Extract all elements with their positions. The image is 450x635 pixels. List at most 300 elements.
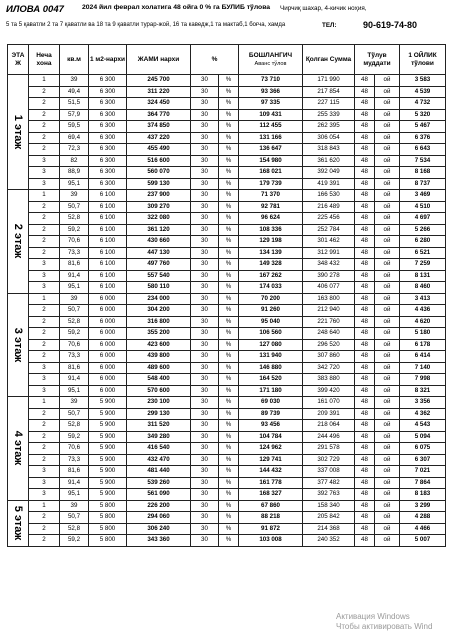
table-row (8, 167, 446, 179)
cell-monthly: 8 131 (400, 270, 446, 282)
cell-pct-sign: % (219, 201, 239, 213)
cell-price-m2: 6 100 (89, 224, 127, 236)
cell-rooms: 2 (29, 535, 60, 547)
cell-total: 430 660 (127, 236, 191, 248)
cell-monthly: 6 178 (400, 339, 446, 351)
cell-down: 97 335 (239, 98, 303, 110)
cell-remaining: 392 049 (303, 167, 355, 179)
cell-price-m2: 6 100 (89, 247, 127, 259)
cell-down: 108 336 (239, 224, 303, 236)
col-area: кв.м (60, 45, 89, 75)
cell-term: 48 (355, 282, 375, 294)
cell-down: 129 741 (239, 454, 303, 466)
table-row (8, 431, 446, 443)
cell-remaining: 217 854 (303, 86, 355, 98)
cell-rooms: 2 (29, 443, 60, 455)
cell-remaining: 225 456 (303, 213, 355, 225)
cell-unit: ой (375, 535, 400, 547)
cell-remaining: 301 462 (303, 236, 355, 248)
cell-pct: 30 (191, 282, 219, 294)
cell-monthly: 8 168 (400, 167, 446, 179)
table-row (8, 466, 446, 478)
cell-area: 39 (60, 190, 89, 202)
cell-monthly: 8 321 (400, 385, 446, 397)
cell-term: 48 (355, 121, 375, 133)
cell-area: 52,8 (60, 420, 89, 432)
cell-down: 124 962 (239, 443, 303, 455)
floor-label: 4 этаж (12, 431, 24, 466)
cell-area: 59,2 (60, 328, 89, 340)
cell-total: 299 130 (127, 408, 191, 420)
cell-rooms: 2 (29, 236, 60, 248)
table-row (8, 443, 446, 455)
cell-pct: 30 (191, 167, 219, 179)
cell-monthly: 4 732 (400, 98, 446, 110)
cell-pct-sign: % (219, 282, 239, 294)
cell-down: 127 080 (239, 339, 303, 351)
cell-term: 48 (355, 431, 375, 443)
cell-down: 93 366 (239, 86, 303, 98)
cell-unit: ой (375, 86, 400, 98)
cell-total: 374 850 (127, 121, 191, 133)
cell-remaining: 348 432 (303, 259, 355, 271)
cell-price-m2: 6 000 (89, 293, 127, 305)
cell-remaining: 361 620 (303, 155, 355, 167)
cell-term: 48 (355, 190, 375, 202)
cell-pct: 30 (191, 523, 219, 535)
cell-term: 48 (355, 408, 375, 420)
cell-monthly: 5 266 (400, 224, 446, 236)
cell-rooms: 2 (29, 121, 60, 133)
cell-total: 230 100 (127, 397, 191, 409)
cell-monthly: 6 643 (400, 144, 446, 156)
cell-pct-sign: % (219, 420, 239, 432)
cell-unit: ой (375, 305, 400, 317)
cell-rooms: 3 (29, 489, 60, 501)
table-row (8, 339, 446, 351)
table-row (8, 293, 446, 305)
cell-pct: 30 (191, 351, 219, 363)
cell-down: 109 431 (239, 109, 303, 121)
cell-total: 432 470 (127, 454, 191, 466)
cell-pct-sign: % (219, 167, 239, 179)
cell-total: 349 280 (127, 431, 191, 443)
cell-term: 48 (355, 144, 375, 156)
cell-term: 48 (355, 132, 375, 144)
cell-remaining: 377 482 (303, 477, 355, 489)
cell-term: 48 (355, 224, 375, 236)
cell-area: 52,8 (60, 213, 89, 225)
cell-pct-sign: % (219, 454, 239, 466)
cell-monthly: 3 299 (400, 500, 446, 512)
cell-total: 324 450 (127, 98, 191, 110)
cell-term: 48 (355, 167, 375, 179)
cell-unit: ой (375, 374, 400, 386)
cell-monthly: 7 998 (400, 374, 446, 386)
cell-total: 580 110 (127, 282, 191, 294)
cell-pct-sign: % (219, 109, 239, 121)
table-row (8, 374, 446, 386)
cell-pct: 30 (191, 132, 219, 144)
table-row (8, 98, 446, 110)
cell-rooms: 2 (29, 523, 60, 535)
cell-rooms: 3 (29, 385, 60, 397)
cell-unit: ой (375, 523, 400, 535)
cell-price-m2: 6 300 (89, 75, 127, 87)
cell-monthly: 8 183 (400, 489, 446, 501)
cell-price-m2: 5 800 (89, 500, 127, 512)
cell-remaining: 307 860 (303, 351, 355, 363)
table-row (8, 328, 446, 340)
col-floor: ЭТА Ж (8, 45, 29, 75)
cell-down: 154 980 (239, 155, 303, 167)
cell-price-m2: 6 300 (89, 132, 127, 144)
cell-monthly: 6 075 (400, 443, 446, 455)
cell-term: 48 (355, 500, 375, 512)
cell-pct-sign: % (219, 247, 239, 259)
cell-monthly: 7 864 (400, 477, 446, 489)
cell-total: 557 540 (127, 270, 191, 282)
col-total-price: ЖАМИ нархи (127, 45, 191, 75)
cell-price-m2: 6 100 (89, 201, 127, 213)
cell-monthly: 4 466 (400, 523, 446, 535)
cell-term: 48 (355, 385, 375, 397)
appendix-title: ИЛОВА 0047 (6, 4, 64, 15)
cell-pct-sign: % (219, 328, 239, 340)
cell-term: 48 (355, 213, 375, 225)
cell-term: 48 (355, 339, 375, 351)
cell-price-m2: 5 900 (89, 466, 127, 478)
cell-price-m2: 6 100 (89, 259, 127, 271)
cell-total: 599 130 (127, 178, 191, 190)
cell-rooms: 2 (29, 512, 60, 524)
cell-price-m2: 6 300 (89, 98, 127, 110)
cell-term: 48 (355, 512, 375, 524)
cell-price-m2: 6 000 (89, 351, 127, 363)
cell-monthly: 4 510 (400, 201, 446, 213)
cell-price-m2: 5 900 (89, 489, 127, 501)
cell-unit: ой (375, 397, 400, 409)
cell-rooms: 3 (29, 362, 60, 374)
floor-label-cell (8, 75, 29, 190)
cell-rooms: 2 (29, 339, 60, 351)
cell-total: 311 220 (127, 86, 191, 98)
cell-pct-sign: % (219, 121, 239, 133)
cell-monthly: 6 414 (400, 351, 446, 363)
cell-unit: ой (375, 247, 400, 259)
table-body (8, 75, 446, 547)
cell-monthly: 4 697 (400, 213, 446, 225)
cell-term: 48 (355, 201, 375, 213)
cell-pct-sign: % (219, 466, 239, 478)
col-rooms: Неча хона (29, 45, 60, 75)
cell-down: 149 328 (239, 259, 303, 271)
floor-label-cell (8, 293, 29, 397)
cell-price-m2: 6 100 (89, 236, 127, 248)
cell-remaining: 296 520 (303, 339, 355, 351)
cell-term: 48 (355, 362, 375, 374)
cell-rooms: 2 (29, 201, 60, 213)
cell-term: 48 (355, 236, 375, 248)
cell-term: 48 (355, 397, 375, 409)
cell-monthly: 5 094 (400, 431, 446, 443)
floor-label: 2 этаж (12, 224, 24, 259)
cell-pct-sign: % (219, 523, 239, 535)
cell-term: 48 (355, 477, 375, 489)
cell-total: 226 200 (127, 500, 191, 512)
cell-pct: 30 (191, 75, 219, 87)
cell-term: 48 (355, 86, 375, 98)
cell-monthly: 7 140 (400, 362, 446, 374)
table-row (8, 535, 446, 547)
cell-pct-sign: % (219, 144, 239, 156)
col-down-payment-title: БОШЛАНГИЧ (248, 51, 293, 59)
cell-down: 88 218 (239, 512, 303, 524)
cell-pct: 30 (191, 454, 219, 466)
cell-down: 67 860 (239, 500, 303, 512)
table-row (8, 351, 446, 363)
cell-rooms: 1 (29, 500, 60, 512)
table-row (8, 385, 446, 397)
cell-remaining: 171 990 (303, 75, 355, 87)
cell-down: 161 778 (239, 477, 303, 489)
cell-down: 73 710 (239, 75, 303, 87)
cell-pct: 30 (191, 190, 219, 202)
table-row (8, 477, 446, 489)
cell-monthly: 6 280 (400, 236, 446, 248)
cell-area: 50,7 (60, 201, 89, 213)
cell-pct: 30 (191, 466, 219, 478)
cell-down: 146 880 (239, 362, 303, 374)
cell-area: 72,3 (60, 144, 89, 156)
cell-monthly: 4 543 (400, 420, 446, 432)
cell-total: 309 270 (127, 201, 191, 213)
cell-unit: ой (375, 454, 400, 466)
cell-down: 91 260 (239, 305, 303, 317)
cell-area: 91,4 (60, 374, 89, 386)
cell-unit: ой (375, 144, 400, 156)
cell-total: 516 600 (127, 155, 191, 167)
cell-price-m2: 6 100 (89, 282, 127, 294)
cell-term: 48 (355, 293, 375, 305)
cell-price-m2: 6 100 (89, 270, 127, 282)
cell-down: 129 198 (239, 236, 303, 248)
cell-pct-sign: % (219, 178, 239, 190)
cell-pct-sign: % (219, 236, 239, 248)
cell-down: 131 940 (239, 351, 303, 363)
cell-pct-sign: % (219, 535, 239, 547)
cell-total: 447 130 (127, 247, 191, 259)
cell-total: 234 000 (127, 293, 191, 305)
cell-unit: ой (375, 155, 400, 167)
cell-remaining: 291 578 (303, 443, 355, 455)
watermark-line1: Активация Windows (336, 612, 410, 621)
cell-rooms: 2 (29, 420, 60, 432)
cell-pct: 30 (191, 374, 219, 386)
cell-remaining: 262 395 (303, 121, 355, 133)
cell-down: 144 432 (239, 466, 303, 478)
cell-term: 48 (355, 443, 375, 455)
cell-pct-sign: % (219, 305, 239, 317)
cell-unit: ой (375, 121, 400, 133)
cell-pct: 30 (191, 121, 219, 133)
cell-pct-sign: % (219, 316, 239, 328)
cell-total: 343 360 (127, 535, 191, 547)
cell-pct: 30 (191, 155, 219, 167)
cell-price-m2: 6 000 (89, 385, 127, 397)
cell-unit: ой (375, 362, 400, 374)
cell-down: 171 180 (239, 385, 303, 397)
cell-unit: ой (375, 167, 400, 179)
cell-pct: 30 (191, 339, 219, 351)
cell-unit: ой (375, 316, 400, 328)
cell-price-m2: 5 900 (89, 454, 127, 466)
table-row (8, 454, 446, 466)
cell-term: 48 (355, 155, 375, 167)
table-row (8, 420, 446, 432)
cell-remaining: 216 489 (303, 201, 355, 213)
cell-total: 316 800 (127, 316, 191, 328)
cell-area: 73,3 (60, 247, 89, 259)
cell-remaining: 163 800 (303, 293, 355, 305)
cell-price-m2: 5 900 (89, 443, 127, 455)
cell-remaining: 302 729 (303, 454, 355, 466)
cell-pct: 30 (191, 397, 219, 409)
cell-rooms: 1 (29, 75, 60, 87)
cell-remaining: 166 530 (303, 190, 355, 202)
cell-total: 561 090 (127, 489, 191, 501)
cell-price-m2: 6 100 (89, 190, 127, 202)
cell-pct-sign: % (219, 293, 239, 305)
cell-remaining: 337 008 (303, 466, 355, 478)
table-row (8, 500, 446, 512)
cell-rooms: 1 (29, 190, 60, 202)
col-term: Тўлув муддати (355, 45, 400, 75)
table-row (8, 282, 446, 294)
cell-monthly: 5 007 (400, 535, 446, 547)
cell-pct: 30 (191, 385, 219, 397)
table-row (8, 201, 446, 213)
phone-number: 90-619-74-80 (363, 20, 418, 30)
cell-down: 134 139 (239, 247, 303, 259)
table-row (8, 305, 446, 317)
cell-term: 48 (355, 109, 375, 121)
cell-unit: ой (375, 201, 400, 213)
cell-remaining: 342 720 (303, 362, 355, 374)
cell-remaining: 406 077 (303, 282, 355, 294)
cell-remaining: 221 760 (303, 316, 355, 328)
cell-remaining: 312 991 (303, 247, 355, 259)
cell-remaining: 318 843 (303, 144, 355, 156)
cell-term: 48 (355, 374, 375, 386)
table-row (8, 512, 446, 524)
cell-pct: 30 (191, 431, 219, 443)
cell-rooms: 2 (29, 224, 60, 236)
cell-price-m2: 6 000 (89, 339, 127, 351)
cell-pct-sign: % (219, 86, 239, 98)
cell-remaining: 419 391 (303, 178, 355, 190)
cell-pct: 30 (191, 236, 219, 248)
cell-total: 304 200 (127, 305, 191, 317)
cell-area: 70,6 (60, 236, 89, 248)
cell-total: 570 600 (127, 385, 191, 397)
cell-area: 39 (60, 397, 89, 409)
cell-area: 49,4 (60, 86, 89, 98)
header-subtitle: 2024 йил феврал холатига 48 ойга 0 % га БУЛИБ тўлова (82, 4, 271, 11)
cell-pct: 30 (191, 270, 219, 282)
cell-term: 48 (355, 535, 375, 547)
cell-rooms: 1 (29, 293, 60, 305)
cell-pct-sign: % (219, 489, 239, 501)
cell-area: 70,6 (60, 443, 89, 455)
cell-term: 48 (355, 351, 375, 363)
cell-pct-sign: % (219, 270, 239, 282)
table-row (8, 86, 446, 98)
cell-price-m2: 5 900 (89, 431, 127, 443)
cell-area: 95,1 (60, 282, 89, 294)
cell-term: 48 (355, 454, 375, 466)
cell-total: 481 440 (127, 466, 191, 478)
cell-rooms: 3 (29, 270, 60, 282)
cell-price-m2: 6 300 (89, 155, 127, 167)
cell-term: 48 (355, 316, 375, 328)
cell-total: 311 520 (127, 420, 191, 432)
table-row (8, 236, 446, 248)
cell-area: 50,7 (60, 512, 89, 524)
cell-area: 57,9 (60, 109, 89, 121)
cell-down: 106 560 (239, 328, 303, 340)
cell-monthly: 4 620 (400, 316, 446, 328)
cell-price-m2: 6 000 (89, 305, 127, 317)
cell-term: 48 (355, 523, 375, 535)
cell-pct-sign: % (219, 98, 239, 110)
cell-pct: 30 (191, 213, 219, 225)
cell-pct: 30 (191, 178, 219, 190)
cell-pct: 30 (191, 201, 219, 213)
cell-remaining: 390 278 (303, 270, 355, 282)
cell-unit: ой (375, 178, 400, 190)
cell-pct-sign: % (219, 351, 239, 363)
cell-monthly: 4 362 (400, 408, 446, 420)
cell-down: 167 262 (239, 270, 303, 282)
cell-pct-sign: % (219, 374, 239, 386)
col-monthly: 1 ОЙЛИК тўлови (400, 45, 446, 75)
col-percent: % (191, 45, 239, 75)
cell-rooms: 2 (29, 86, 60, 98)
cell-area: 59,2 (60, 535, 89, 547)
cell-down: 112 455 (239, 121, 303, 133)
cell-price-m2: 6 000 (89, 328, 127, 340)
cell-area: 95,1 (60, 178, 89, 190)
cell-term: 48 (355, 420, 375, 432)
cell-monthly: 7 259 (400, 259, 446, 271)
cell-total: 355 200 (127, 328, 191, 340)
cell-remaining: 248 640 (303, 328, 355, 340)
cell-price-m2: 6 300 (89, 167, 127, 179)
cell-down: 136 647 (239, 144, 303, 156)
table-row (8, 523, 446, 535)
cell-pct: 30 (191, 489, 219, 501)
cell-total: 539 260 (127, 477, 191, 489)
activation-watermark (336, 612, 432, 632)
cell-area: 52,8 (60, 523, 89, 535)
cell-monthly: 5 467 (400, 121, 446, 133)
cell-unit: ой (375, 98, 400, 110)
cell-unit: ой (375, 213, 400, 225)
cell-rooms: 3 (29, 282, 60, 294)
cell-pct: 30 (191, 224, 219, 236)
cell-monthly: 3 469 (400, 190, 446, 202)
